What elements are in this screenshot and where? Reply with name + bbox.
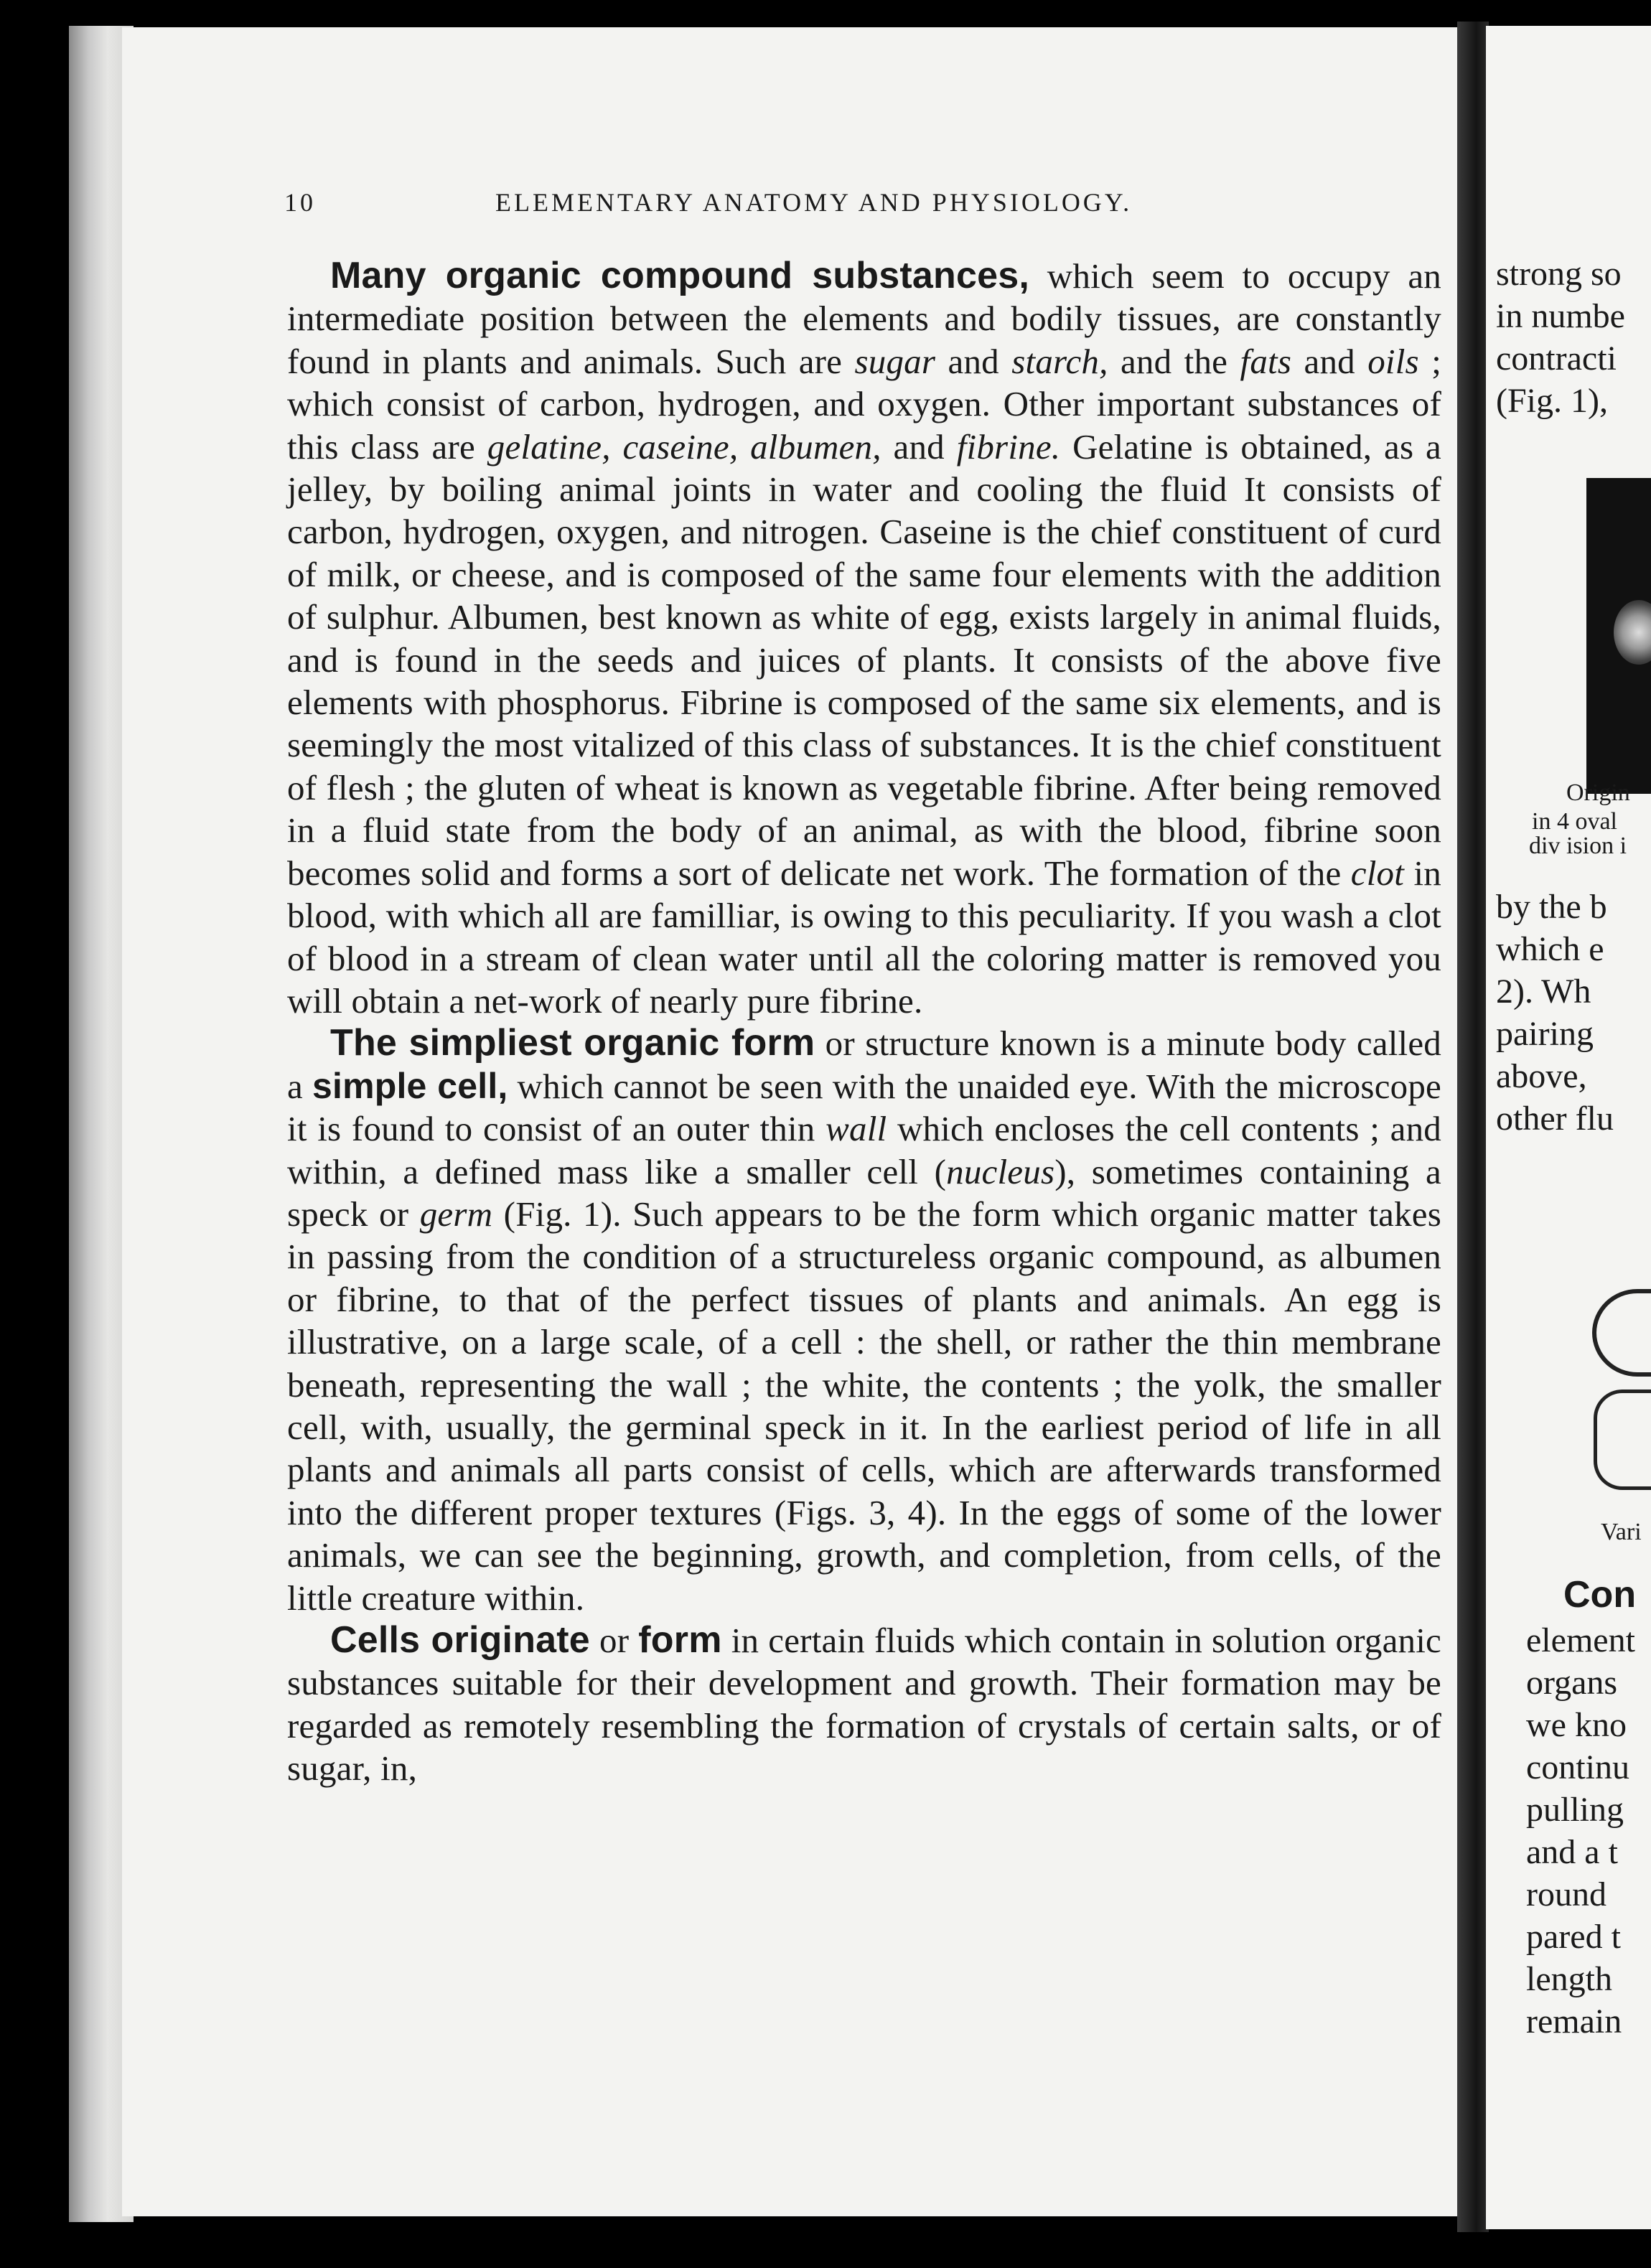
italic-term: wall [826, 1109, 887, 1149]
italic-term: clot [1350, 853, 1405, 893]
text-run: which seem to occupy an intermediate position between the elements and bodily tissues, are constantly found in plants and animals. Such are [287, 256, 1441, 381]
italic-term: germ [419, 1194, 493, 1234]
right-page-line: and a t [1526, 1833, 1618, 1871]
figure-cell-outline [1594, 1390, 1651, 1490]
text-run: or structure known is a minute body called a [287, 1023, 1441, 1106]
right-page-heading: Con [1563, 1574, 1637, 1616]
right-page-line: pulling [1526, 1791, 1624, 1829]
right-page-line: (Fig. 1), [1496, 382, 1608, 420]
paragraph-lead: The simpliest organic form [330, 1022, 815, 1064]
figure-caption-line: Origin [1566, 779, 1630, 806]
italic-term: oils [1367, 341, 1419, 381]
body-text [287, 255, 1441, 1790]
right-page-line: other flu [1496, 1100, 1614, 1138]
text-run: in blood, with which all are familliar, is owing to this peculiarity. If you wash a clot of blood in a stream of clean water until all the coloring matter is removed you will obtain a net-work of nearly pure fibrine. [287, 853, 1441, 1021]
text-run: or [589, 1621, 639, 1660]
paragraph-lead: form [638, 1619, 722, 1661]
text-run: in certain fluids which contain in solution organic substances suitable for their development and growth. Their formation may be regarded as remotely resembling the formation of crystals of certain salts, or of sugar, in, [287, 1621, 1441, 1789]
right-page-line: length [1526, 1960, 1612, 1998]
bold-term: simple cell, [312, 1065, 508, 1106]
right-page-line: strong so [1496, 255, 1622, 293]
right-page [1486, 26, 1651, 2229]
right-page-line: pairing [1496, 1015, 1594, 1053]
figure-cell-outline [1592, 1289, 1651, 1377]
figure-caption-line: Vari [1601, 1519, 1642, 1545]
paragraph-lead: Cells originate [330, 1619, 590, 1661]
text-run: ; which consist of carbon, hydrogen, and oxygen. Other important substances of this class are [287, 341, 1442, 467]
paragraph-organic-compounds [287, 255, 1441, 1022]
right-page-line: element [1526, 1621, 1635, 1659]
figure-caption-line: div ision i [1529, 833, 1627, 859]
right-page-line: continu [1526, 1748, 1629, 1786]
right-page-line: in numbe [1496, 297, 1625, 335]
text-run: and the [1108, 341, 1240, 381]
text-run: and [1291, 341, 1368, 381]
right-page-line: contracti [1496, 339, 1617, 378]
text-run: (Fig. 1). Such appears to be the form which organic matter takes in passing from the condition of a structureless organic compound, as albumen or fibrine, to that of the perfect tissues of plants and animals. An egg is illustrative, on a large scale, of a cell : the shell, or rather the thin membrane beneath, representing the wall ; the white, the contents ; the yolk, the smaller cell, with, usually, the germinal speck in it. In the earliest period of life in all plants and animals all parts consist of cells, which are afterwards transformed into the different proper textures (Figs. 3, 4). In the eggs of some of the lower animals, we can see the beginning, growth, and completion, from cells, of the little creature within. [287, 1194, 1442, 1618]
right-page-line: round [1526, 1875, 1606, 1913]
running-head [284, 181, 1476, 224]
book-gutter [1457, 22, 1489, 2232]
right-page-line: which e [1496, 930, 1604, 968]
right-page-line: above, [1496, 1057, 1587, 1095]
right-page-line: pared t [1526, 1918, 1621, 1956]
text-run: and [935, 341, 1012, 381]
text-run: which cannot be seen with the unaided eye. With the microscope it is found to consist of an outer thin [287, 1066, 1441, 1149]
paragraph-cells-originate [287, 1619, 1441, 1790]
right-page-line: organs [1526, 1664, 1618, 1702]
italic-term: fibrine. [956, 426, 1061, 467]
cell-image [1614, 600, 1651, 665]
paragraph-lead: Many organic compound substances, [330, 255, 1029, 296]
right-page-line: we kno [1526, 1706, 1627, 1744]
italic-term: nucleus [946, 1151, 1055, 1191]
italic-term: sugar [854, 341, 936, 381]
italic-term: gelatine, caseine, albumen, [487, 426, 881, 467]
text-run: ), sometimes containing a speck or [287, 1151, 1441, 1234]
italic-term: fats [1240, 341, 1292, 381]
text-run: and [881, 426, 957, 467]
right-page-line: 2). Wh [1496, 973, 1591, 1011]
figure-cell-illustration [1586, 478, 1651, 794]
figure-caption-line: in 4 oval [1532, 808, 1617, 835]
right-page-line: by the b [1496, 888, 1607, 926]
book-title-header: ELEMENTARY ANATOMY AND PHYSIOLOGY. [495, 188, 1133, 217]
paragraph-simple-cell [287, 1022, 1441, 1619]
text-run: which encloses the cell contents ; and within, a defined mass like a smaller cell ( [287, 1109, 1441, 1191]
right-page-line: remain [1526, 2002, 1622, 2040]
italic-term: starch, [1011, 341, 1108, 381]
page-number: 10 [284, 188, 316, 217]
text-run: Gelatine is obtained, as a jelley, by boiling animal joints in water and cooling the fluid It consists of carbon, hydrogen, oxygen, and nitrogen. Caseine is the chief constituent of curd of milk, or cheese, and is composed of the same four elements with the addition of sulphur. Albumen, best known as white of egg, exists largely in animal fluids, and is found in the seeds and juices of plants. It consists of the above five elements with phosphorus. Fibrine is composed of the same six elements, and is seemingly the most vitalized of this class of substances. It is the chief constituent of flesh ; the gluten of wheat is known as vegetable fibrine. After being removed in a fluid state from the body of an animal, as with the blood, fibrine soon becomes solid and forms a sort of delicate net work. The formation of the [287, 426, 1441, 893]
